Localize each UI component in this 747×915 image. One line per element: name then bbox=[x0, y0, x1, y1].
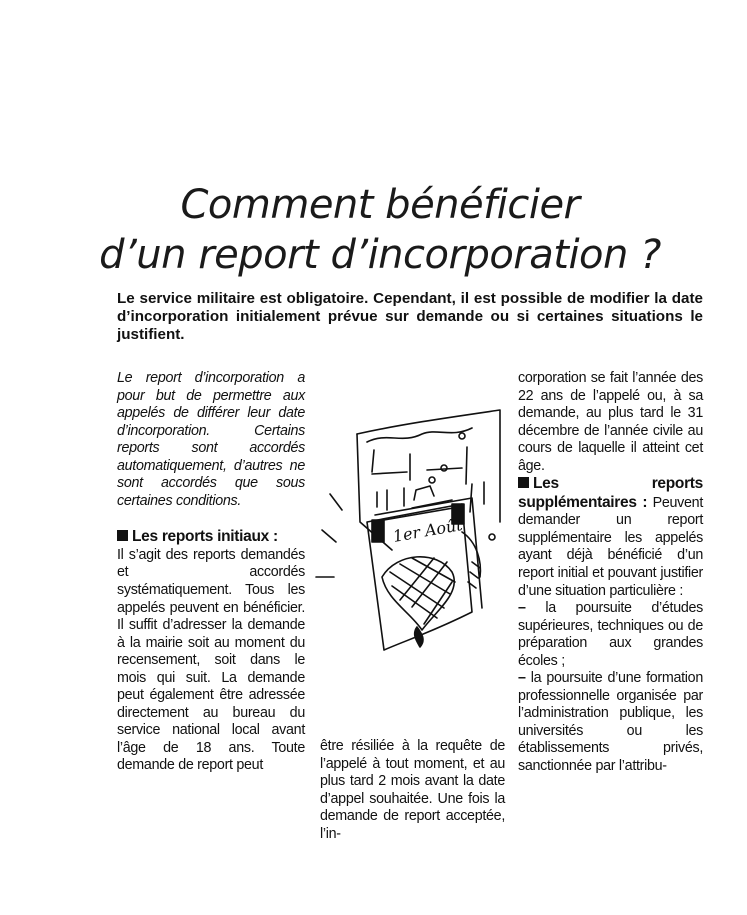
section1-text: Il s’agit des reports demandés et accordés systématiquement. Tous les appelés peuvent en bénéficier. Il suffit d’adresser la demande à la mairie soit au moment du recensement, soit dans le mois qui suit. La demande peut également être adressée directement au bureau du service national local avant l’âge de 18 ans. Toute demande de report peut bbox=[117, 546, 305, 774]
section1-heading: Les reports initiaux : bbox=[132, 528, 278, 546]
intro-paragraph: Le service militaire est obligatoire. Cependant, il est possible de modifier la date d’incorporation initialement prévue sur demande ou si certaines situations le justifient. bbox=[117, 290, 703, 343]
section-reports-initiaux bbox=[117, 528, 305, 775]
column-1 bbox=[117, 370, 305, 775]
dash-bullet-icon: – bbox=[518, 600, 526, 617]
square-bullet-icon bbox=[518, 477, 529, 488]
article-title bbox=[60, 180, 700, 280]
square-bullet-icon bbox=[117, 530, 128, 541]
calendar-date-label: 1er Août bbox=[391, 515, 464, 546]
col2-text: être résiliée à la requête de l’appelé à tout moment, et au plus tard 2 mois avant la date d’appel souhaitée. Une fois la demande de report acceptée, l’in- bbox=[320, 738, 505, 842]
title-line-1: Comment bénéficier bbox=[180, 182, 580, 228]
section-reports-supplementaires bbox=[518, 475, 703, 600]
bullet-item: – la poursuite d’études supérieures, techniques ou de préparation aux grandes écoles ; bbox=[518, 600, 703, 669]
lead-paragraph: Le report d’incorporation a pour but de permettre aux appelés de différer leur date d’incorporation. Certains reports sont accordés automatiquement, d’autres ne sont accordés que sous certaines conditions. bbox=[117, 370, 305, 509]
column-2 bbox=[320, 738, 505, 843]
column-3 bbox=[518, 370, 703, 776]
section2-heading: Les reports supplémentaires : bbox=[518, 475, 703, 511]
calendar-illustration bbox=[312, 372, 512, 672]
col3-text: corporation se fait l’année des 22 ans de l’appelé ou, à sa demande, au plus tard le 31 décembre de l’année civile au cours de laquelle il atteint cet âge. bbox=[518, 370, 703, 474]
bullet-item: – la poursuite d’une formation professionnelle organisée par l’administration publique, les universités ou les établissements privés, sanctionnée par l’attribu- bbox=[518, 670, 703, 775]
section2-text: Peuvent demander un report supplémentaire les appelés ayant déjà bénéficié d’un report initial et pouvant justifier d’une situation particulière : bbox=[518, 494, 703, 599]
dash-bullet-icon: – bbox=[518, 670, 526, 687]
title-line-2: d’un report d’incorporation ? bbox=[99, 232, 661, 278]
